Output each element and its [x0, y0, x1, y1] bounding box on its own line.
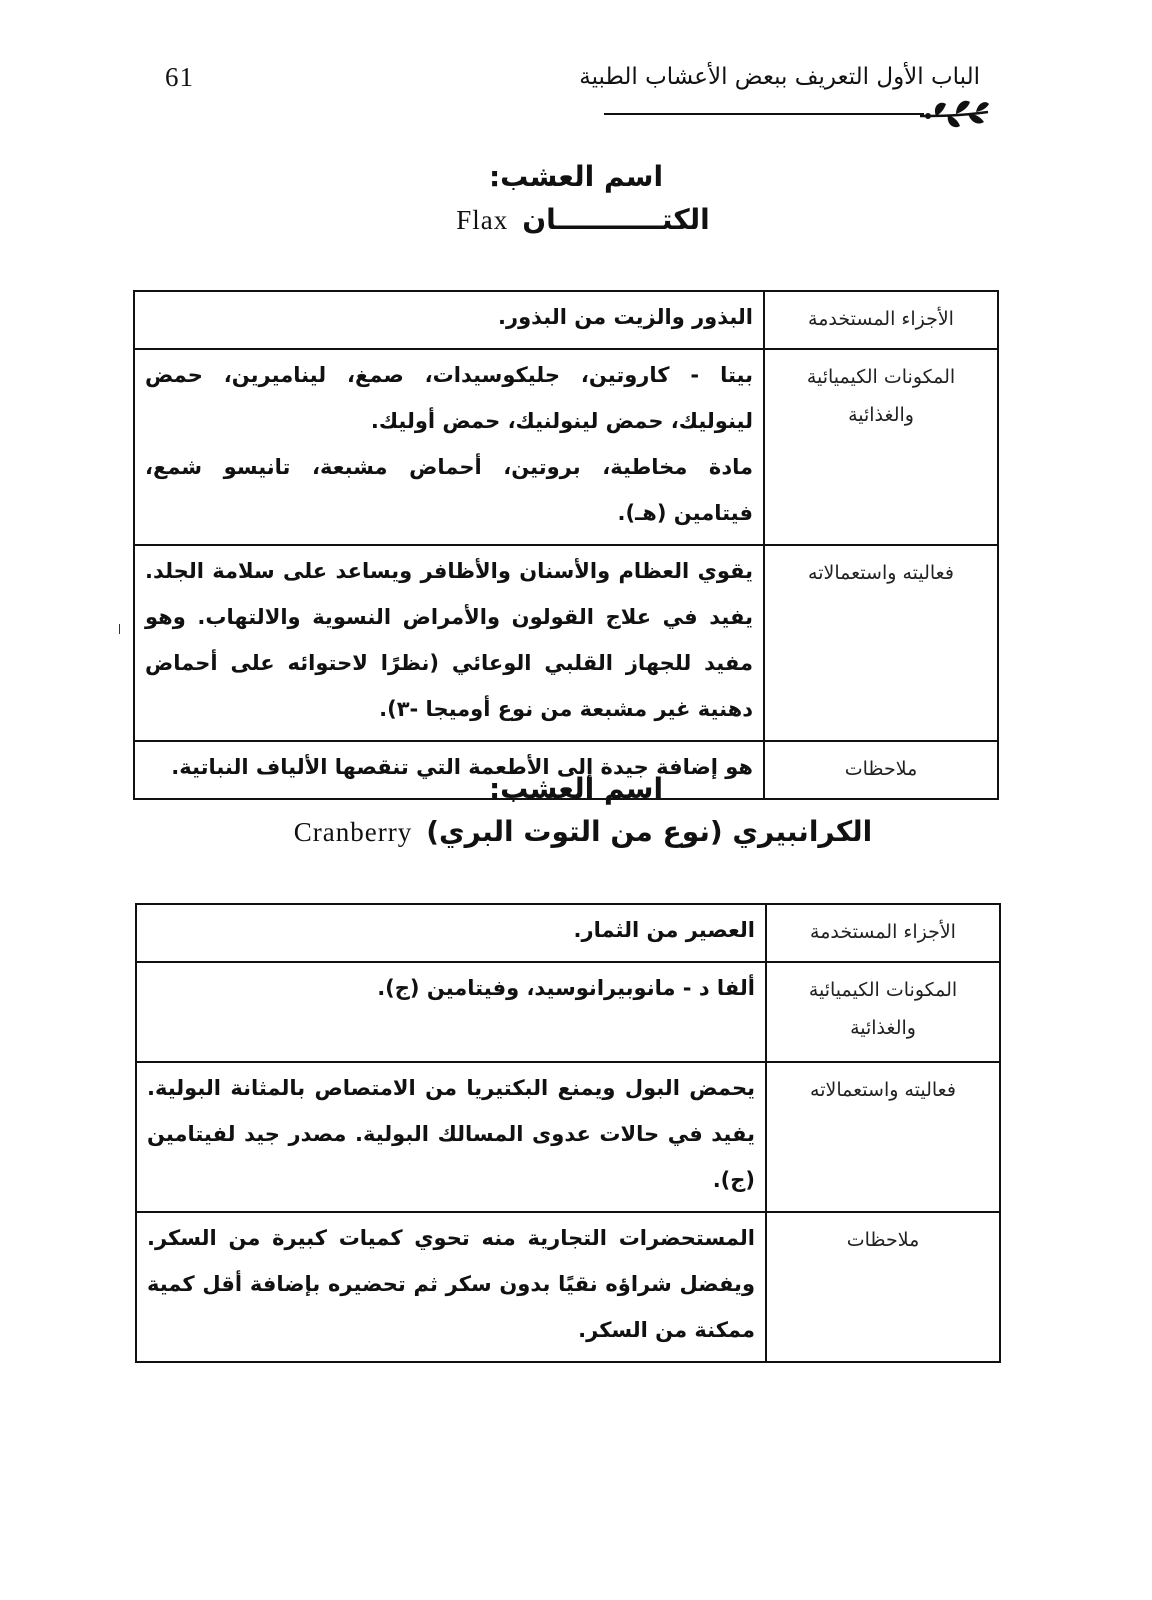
content-paragraph: المستحضرات التجارية منه تحوي كميات كبيرة من السكر. ويفضل شراؤه نقيًا بدون سكر ثم تحضيره بإضافة أقل كمية ممكنة من السكر. [147, 1226, 755, 1342]
table-row [134, 349, 998, 545]
header-divider [604, 113, 924, 115]
table-row [134, 545, 998, 741]
row-content [136, 904, 766, 962]
herb-name-english: Cranberry [293, 817, 413, 847]
herb-info-table [135, 903, 1001, 1363]
herb-name-arabic: الكتـــــــــــان [522, 203, 710, 236]
row-content [136, 1062, 766, 1212]
page-number: 61 [165, 62, 194, 92]
content-paragraph: ألفا د - مانوبيرانوسيد، وفيتامين (ج). [377, 976, 755, 1000]
table-row [136, 962, 1000, 1062]
content-paragraph: بيتا - كاروتين، جليكوسيدات، صمغ، ليناميرين، حمض لينوليك، حمض لينولنيك، حمض أوليك. [145, 363, 753, 433]
row-content [134, 291, 764, 349]
running-header: الباب الأول التعريف ببعض الأعشاب الطبية [579, 64, 980, 90]
row-content [136, 962, 766, 1062]
table-row [134, 291, 998, 349]
row-label: فعاليته واستعمالاته [766, 1062, 1000, 1212]
row-label: ملاحظات [764, 741, 998, 799]
row-label: الأجزاء المستخدمة [764, 291, 998, 349]
herb-info-table [133, 290, 999, 800]
content-paragraph: البذور والزيت من البذور. [498, 305, 753, 329]
herb-title-label: اسم العشب: [488, 772, 664, 805]
row-label: المكونات الكيميائية والغذائية [764, 349, 998, 545]
row-content [136, 1212, 766, 1362]
table-row [136, 1212, 1000, 1362]
row-label: المكونات الكيميائية والغذائية [766, 962, 1000, 1062]
content-paragraph: العصير من الثمار. [573, 918, 755, 942]
table-row [136, 904, 1000, 962]
margin-mark [119, 624, 120, 634]
herb-name [0, 203, 1152, 236]
row-content [134, 545, 764, 741]
row-label: ملاحظات [766, 1212, 1000, 1362]
content-paragraph: هو إضافة جيدة إلى الأطعمة التي تنقصها الألياف النباتية. [171, 755, 753, 779]
herb-name [0, 815, 1152, 848]
content-paragraph: مادة مخاطية، بروتين، أحماض مشبعة، تانيسو شمع، فيتامين (هـ). [145, 455, 753, 525]
content-paragraph: يقوي العظام والأسنان والأظافر ويساعد على سلامة الجلد. يفيد في علاج القولون والأمراض النسوية والالتهاب. وهو مفيد للجهاز القلبي الوعائي (نظرًا لاحتوائه على أحماض دهنية غير مشبعة من نوع أوميجا -٣). [145, 559, 753, 721]
content-paragraph: يحمض البول ويمنع البكتيريا من الامتصاص بالمثانة البولية. يفيد في حالات عدوى المسالك البولية. مصدر جيد لفيتامين (ج). [147, 1076, 755, 1192]
row-label: فعاليته واستعمالاته [764, 545, 998, 741]
table-row [136, 1062, 1000, 1212]
herb-name-english: Flax [456, 205, 509, 235]
row-content [134, 349, 764, 545]
leaf-ornament-icon [918, 96, 990, 132]
row-label: الأجزاء المستخدمة [766, 904, 1000, 962]
herb-name-arabic: الكرانبيري (نوع من التوت البري) [426, 815, 873, 848]
herb-title-label: اسم العشب: [488, 160, 664, 193]
